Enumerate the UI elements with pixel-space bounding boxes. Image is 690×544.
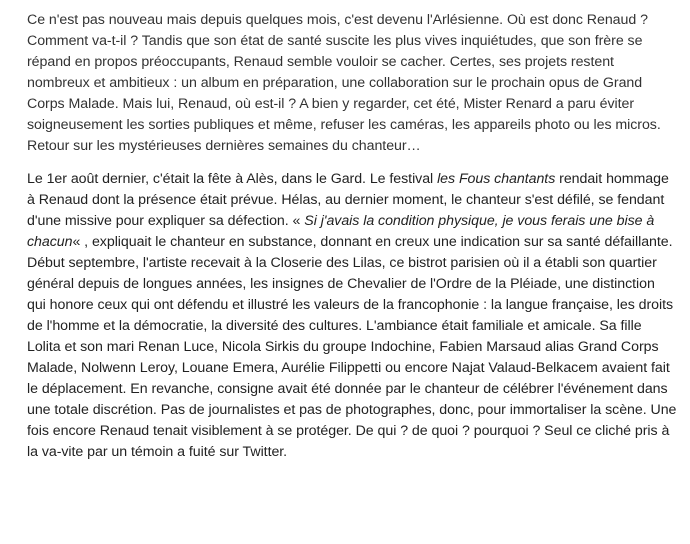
article-body xyxy=(27,10,677,463)
letter-quote: Si j'avais la condition physique, je vous ferais une bise à chacun xyxy=(27,213,655,250)
paragraph-text: Le 1er août dernier, c'était la fête à Alès, dans le Gard. Le festival xyxy=(27,171,438,187)
paragraph-text: « , expliquait le chanteur en substance, donnant en creux une indication sur sa santé défaillante. xyxy=(72,234,673,250)
festival-name: les Fous chantants xyxy=(437,171,556,187)
article-paragraph-closerie: Début septembre, l'artiste recevait à la Closerie des Lilas, ce bistrot parisien où il a établi son quartier général depuis de longues années, les insignes de Chevalier de l'Ordre de la Pléiade, une distinction qui honore ceux qui ont défendu et illustré les valeurs de la francophonie : la langue française, les droits de l'homme et la démocratie, la diversité des cultures. L'ambiance était familiale et amicale. Sa fille Lolita et son mari Renan Luce, Nicola Sirkis du groupe Indochine, Fabien Marsaud alias Grand Corps Malade, Nolwenn Leroy, Louane Emera, Aurélie Filippetti ou encore Najat Valaud-Belkacem avaient fait le déplacement. En revanche, consigne avait été donnée par le chanteur de célébrer l'événement dans une totale discrétion. Pas de journalistes et pas de photographes, donc, pour immortaliser la scène. Une fois encore Renaud tenait visiblement à se protéger. De qui ? de quoi ? pourquoi ? Seul ce cliché pris à la va-vite par un témoin a fuité sur Twitter. xyxy=(27,255,677,460)
article-intro: Ce n'est pas nouveau mais depuis quelques mois, c'est devenu l'Arlésienne. Où est donc Renaud ? Comment va-t-il ? Tandis que son état de santé suscite les plus vives inquiétudes, que son frère se répand en propos préoccupants, Renaud semble vouloir se cacher. Certes, ses projets restent nombreux et ambitieux : un album en préparation, une collaboration sur le prochain opus de Grand Corps Malade. Mais lui, Renaud, où est-il ? A bien y regarder, cet été, Mister Renard a paru éviter soigneusement les sorties publiques et même, refuser les caméras, les appareils photo ou les micros. Retour sur les mystérieuses dernières semaines du chanteur… xyxy=(27,12,661,154)
article-paragraph-festival xyxy=(27,169,677,253)
paragraph-text: rendait hommage à Renaud dont la présence était prévue. Hélas, au dernier moment, le chanteur s'est défilé, se fendant d'une missive pour expliquer sa défection. « xyxy=(27,171,669,229)
